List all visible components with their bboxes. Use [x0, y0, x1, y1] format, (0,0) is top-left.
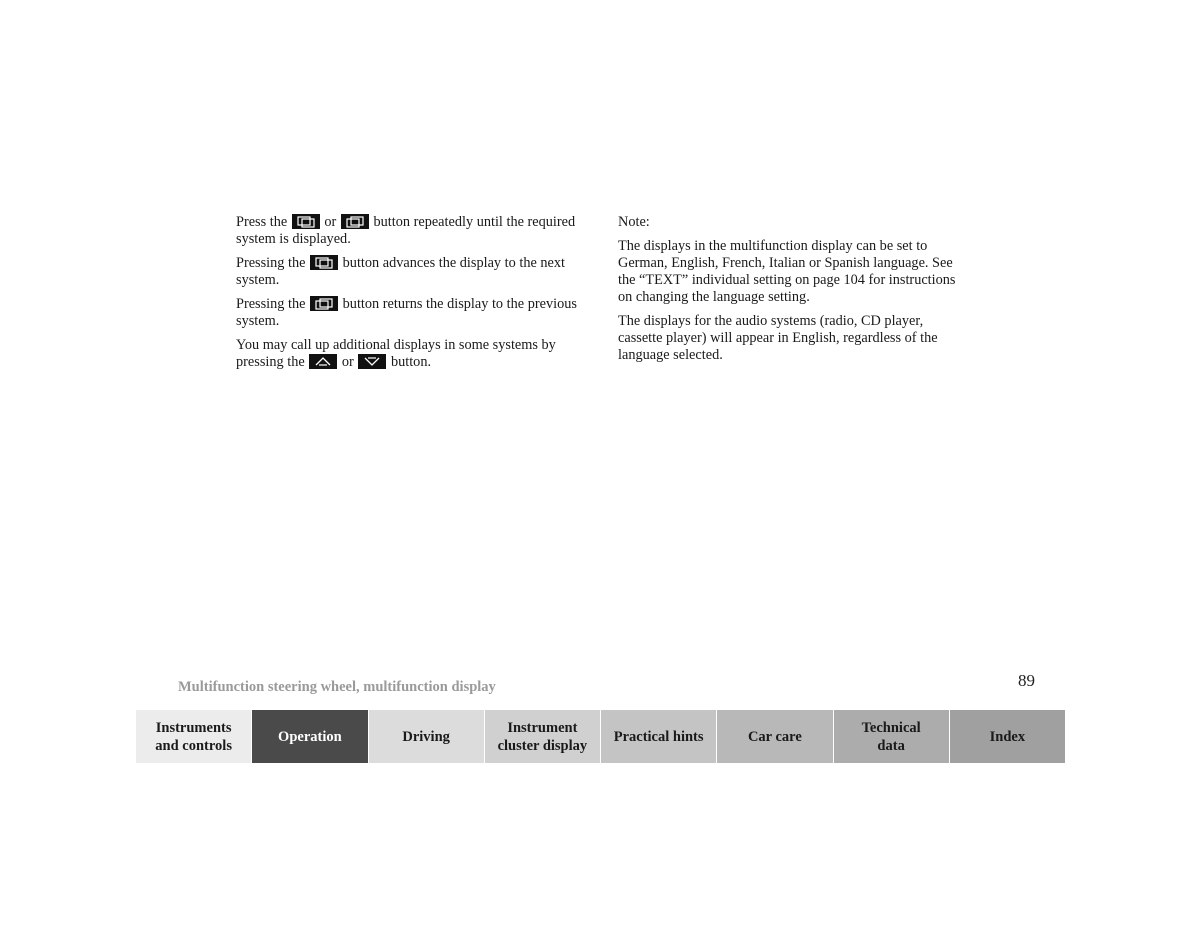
up-arrow-icon	[309, 354, 337, 369]
display-previous-icon	[341, 214, 369, 229]
display-next-icon	[292, 214, 320, 229]
display-previous-icon	[310, 296, 338, 311]
tab-instruments-and-controls[interactable]: Instruments and controls	[136, 710, 252, 763]
text-fragment: You may call up additional displays in some systems by pressing the	[236, 337, 556, 371]
text-fragment: Pressing the	[236, 296, 306, 313]
paragraph-return	[236, 296, 588, 330]
tab-car-care[interactable]: Car care	[717, 710, 833, 763]
text-fragment: or	[341, 354, 354, 371]
text-fragment: button returns the display to the previous system.	[236, 296, 577, 329]
display-next-icon	[310, 255, 338, 270]
paragraph-additional-displays	[236, 337, 588, 371]
note-label: Note:	[618, 214, 650, 230]
paragraph-select-system	[236, 214, 588, 248]
text-fragment: Pressing the	[236, 255, 306, 272]
down-arrow-icon	[358, 354, 386, 369]
tab-index[interactable]: Index	[950, 710, 1065, 763]
section-title: Multifunction steering wheel, multifunction display	[178, 679, 496, 695]
text-fragment: or	[324, 214, 337, 230]
text-fragment: Press the	[236, 214, 288, 230]
tab-instrument-cluster-display[interactable]: Instrument cluster display	[485, 710, 601, 763]
note-audio-paragraph: The displays for the audio systems (radio, CD player, cassette player) will appear in English, regardless of the language selected.	[618, 312, 938, 363]
text-fragment: button advances the display to the next system.	[236, 255, 565, 288]
tab-technical-data[interactable]: Technical data	[834, 710, 950, 763]
tab-driving[interactable]: Driving	[369, 710, 485, 763]
tab-operation[interactable]: Operation	[252, 710, 368, 763]
chapter-tabs	[136, 710, 1065, 763]
note-language-paragraph: The displays in the multifunction display can be set to German, English, French, Italian or Spanish language. See the “TEXT” individual setting on page 104 for instructions on changing the language setting.	[618, 238, 956, 305]
paragraph-advance	[236, 255, 588, 289]
tab-practical-hints[interactable]: Practical hints	[601, 710, 717, 763]
page-number: 89	[1018, 671, 1035, 690]
left-column	[236, 214, 588, 378]
right-column	[618, 214, 968, 371]
text-fragment: button.	[390, 354, 432, 371]
text-fragment: button repeatedly until the required system is displayed.	[236, 214, 576, 247]
